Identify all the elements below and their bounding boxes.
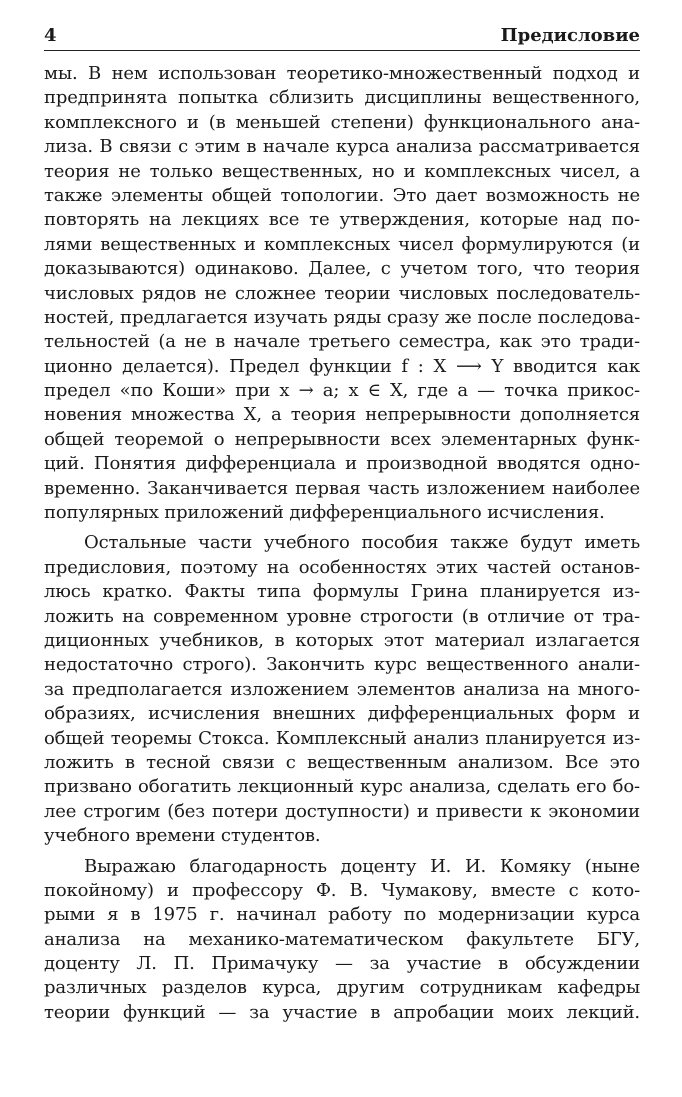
text-line: общей теоремы Стокса. Комплексный анализ планируется из- bbox=[44, 727, 640, 749]
text-line: также элементы общей топологии. Это дает возможность не bbox=[44, 184, 640, 206]
text-line: мы. В нем использован теоретико-множественный подход и bbox=[44, 63, 640, 84]
text-line: ложить на современном уровне строгости (в отличие от тра- bbox=[44, 605, 640, 627]
text-line: лями вещественных и комплексных чисел формулируются (и bbox=[44, 233, 640, 255]
text-line: доценту Л. П. Примачуку — за участие в обсуждении bbox=[44, 953, 640, 975]
text-line: предпринята попытка сблизить дисциплины вещественного, bbox=[44, 87, 640, 109]
text-line: различных разделов курса, другим сотрудникам кафедры bbox=[44, 977, 640, 999]
text-line: лее строгим (без потери доступности) и привести к экономии bbox=[44, 800, 640, 822]
text-line: теории функций — за участие в апробации моих лекций. bbox=[44, 1001, 640, 1023]
text-line: комплексного и (в меньшей степени) функционального ана- bbox=[44, 111, 640, 133]
text-line: теория не только вещественных, но и комплексных чисел, а bbox=[44, 160, 640, 182]
text-line: рыми я в 1975 г. начинал работу по модернизации курса bbox=[44, 904, 640, 926]
running-title: Предисловие bbox=[500, 25, 640, 46]
page-number: 4 bbox=[44, 25, 57, 46]
text-line: популярных приложений дифференциального исчисления. bbox=[44, 502, 605, 524]
text-line: временно. Заканчивается первая часть изложением наиболее bbox=[44, 477, 640, 499]
header-rule bbox=[44, 50, 640, 51]
text-line: предисловия, поэтому на особенностях этих частей останов- bbox=[44, 556, 640, 578]
text-line: за предполагается изложением элементов анализа на много- bbox=[44, 678, 640, 700]
text-line: ностей, предлагается изучать ряды сразу же после последова- bbox=[44, 306, 640, 328]
text-line: числовых рядов не сложнее теории числовых последователь- bbox=[44, 282, 640, 304]
text-line: люсь кратко. Факты типа формулы Грина планируется из- bbox=[44, 581, 640, 603]
text-line: ций. Понятия дифференциала и производной вводятся одно- bbox=[44, 453, 640, 475]
text-line: призвано обогатить лекционный курс анализа, сделать его бо- bbox=[44, 776, 640, 798]
text-line: недостаточно строго). Закончить курс вещественного анали- bbox=[44, 654, 640, 676]
text-line: ложить в тесной связи с вещественным анализом. Все это bbox=[44, 751, 640, 773]
text-line: образиях, исчисления внешних дифференциальных форм и bbox=[44, 703, 640, 725]
text-line: новения множества X, а теория непрерывности дополняется bbox=[44, 404, 640, 426]
text-line: анализа на механико-математическом факультете БГУ, bbox=[44, 928, 640, 950]
text-line: ционно делается). Предел функции f : X ⟶ Y вводится как bbox=[44, 355, 640, 377]
paragraph-3 bbox=[44, 855, 640, 1026]
text-line: доказываются) одинаково. Далее, с учетом того, что теория bbox=[44, 258, 640, 280]
text-line: Остальные части учебного пособия также будут иметь bbox=[84, 532, 640, 554]
text-line: предел «по Коши» при x → a; x ∈ X, где a — точка прикос- bbox=[44, 380, 640, 402]
text-line: покойному) и профессору Ф. В. Чумакову, вместе с кото- bbox=[44, 879, 640, 901]
text-line: лиза. В связи с этим в начале курса анализа рассматривается bbox=[44, 136, 640, 158]
text-line: повторять на лекциях все те утверждения, которые над по- bbox=[44, 209, 640, 231]
paragraph-2 bbox=[44, 531, 640, 848]
text-line: тельностей (а не в начале третьего семестра, как это тради- bbox=[44, 331, 640, 353]
text-line: учебного времени студентов. bbox=[44, 825, 321, 847]
text-line: Выражаю благодарность доценту И. И. Комяку (ныне bbox=[84, 855, 640, 877]
page-body bbox=[44, 62, 640, 1025]
page-header bbox=[44, 20, 640, 46]
text-line: общей теоремой о непрерывности всех элементарных функ- bbox=[44, 428, 640, 450]
text-line: диционных учебников, в которых этот материал излагается bbox=[44, 629, 640, 651]
paragraph-1 bbox=[44, 62, 640, 525]
